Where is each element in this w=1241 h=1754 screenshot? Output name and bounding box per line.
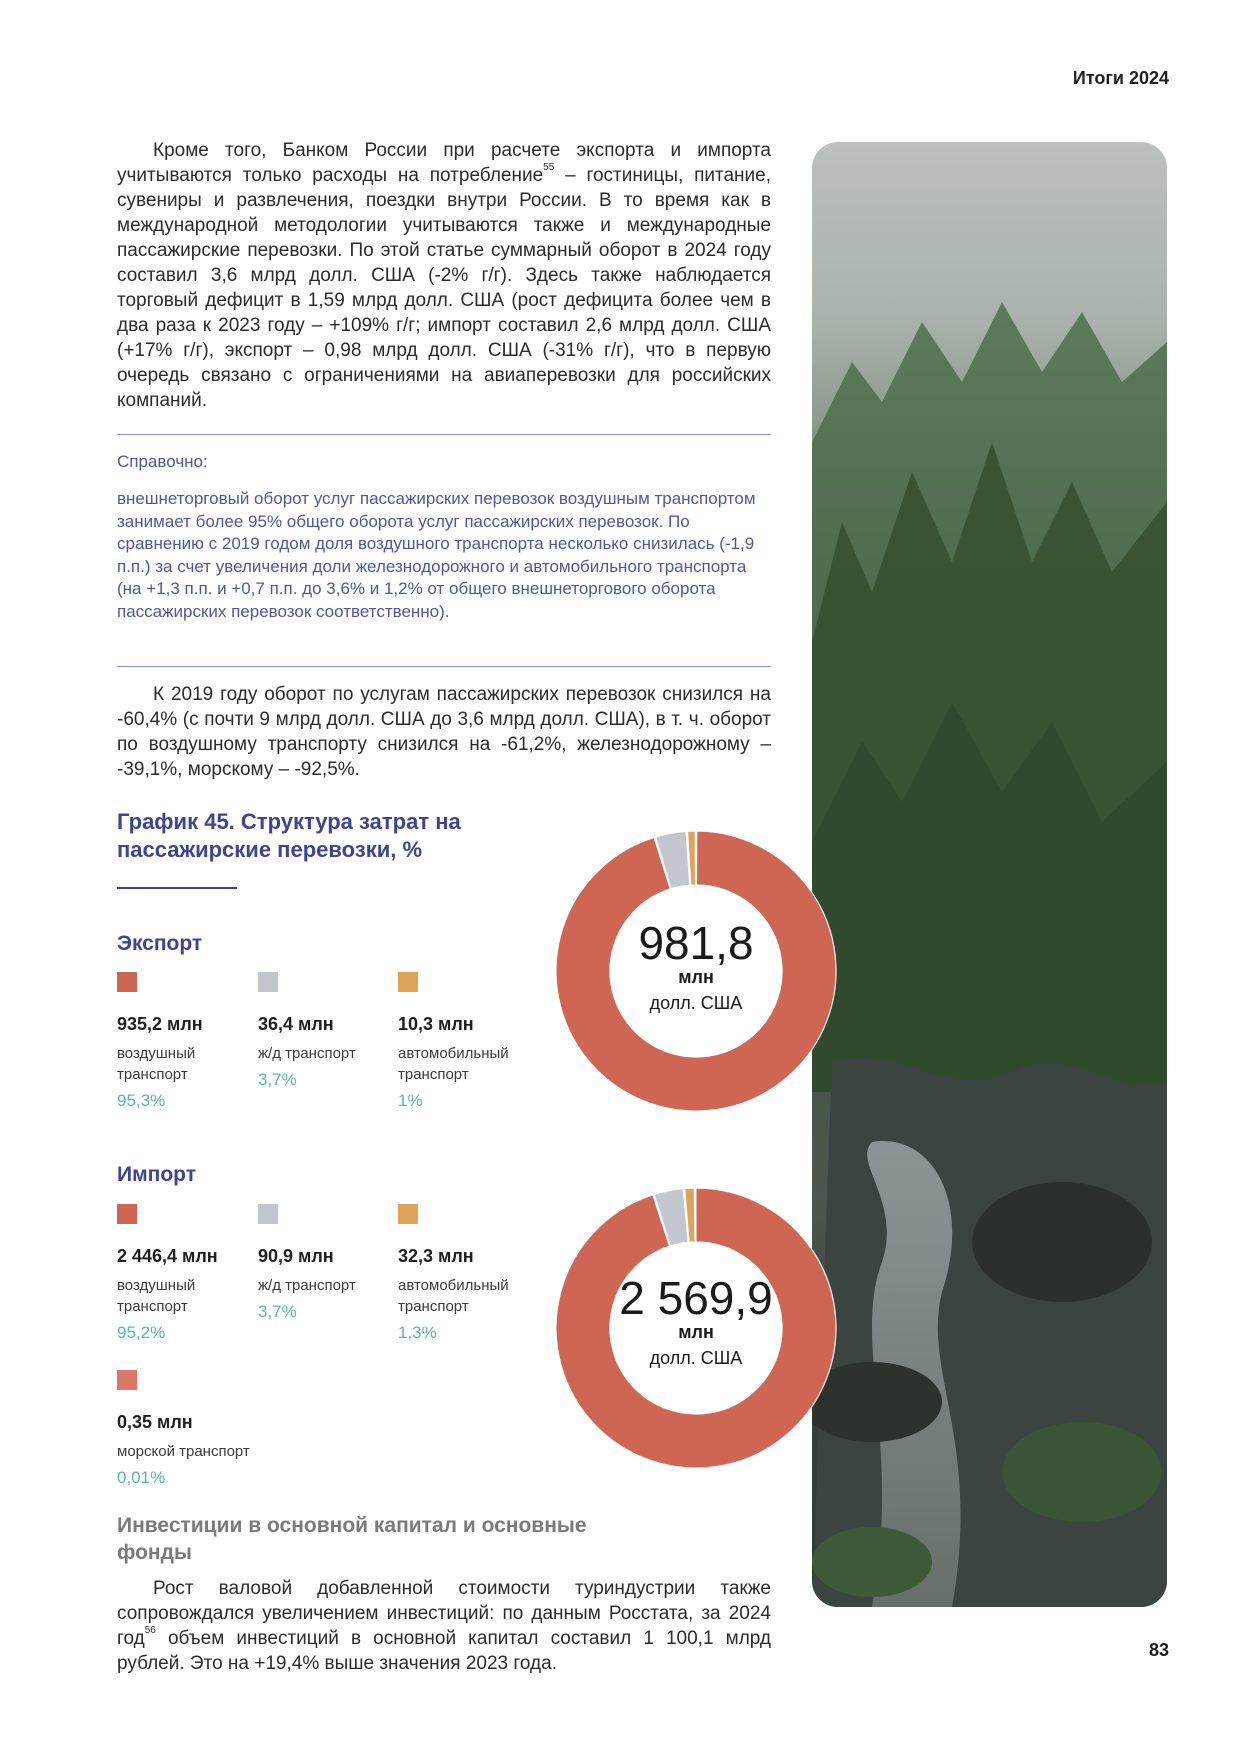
legend-value: 36,4 млн — [258, 1014, 334, 1034]
import-total-unit: млн — [678, 1322, 714, 1342]
legend-percent: 3,7% — [258, 1302, 297, 1321]
legend-value: 0,35 млн — [117, 1412, 193, 1432]
legend-swatch — [398, 972, 418, 992]
legend-value: 2 446,4 млн — [117, 1246, 218, 1266]
legend-value: 90,9 млн — [258, 1246, 334, 1266]
footnote-ref[interactable]: 56 — [144, 1625, 156, 1636]
paragraph-text: К 2019 году оборот по услугам пассажирских перевозок снизился на -60,4% (с почти 9 млрд долл. США до 3,6 млрд долл. США), в т. ч. оборот по воздушному транспорту снизился на -61,2%, железнодорожному – -39,1%, морскому – -92,5%. — [117, 684, 771, 780]
legend-label: автомобильный транспорт — [398, 1045, 509, 1083]
legend-value: 935,2 млн — [117, 1014, 203, 1034]
legend-item-export-rail — [258, 972, 408, 1090]
legend-label: ж/д транспорт — [258, 1277, 356, 1294]
section-heading-investments: Инвестиции в основной капитал и основные фонды — [117, 1514, 587, 1564]
paragraph-text: – гостиницы, питание, сувениры и развлечения, поездки внутри России. В то время как в международной методологии учитываются также и международные пассажирские перевозки. По этой статье суммарный оборот в 2024 году составил 3,6 млрд долл. США (-2% г/г). Здесь также наблюдается торговый дефицит в 1,59 млрд долл. США (рост дефицита более чем в два раза к 2023 году – +109% г/г; импорт составил 2,6 млрд долл. США (+17% г/г), экспорт – 0,98 млрд долл. США (-31% г/г), что в первую очередь связано с ограничениями на авиаперевозки для российских компаний. — [117, 165, 771, 411]
export-total-value: 981,8 — [638, 917, 754, 969]
legend-label: воздушный транспорт — [117, 1045, 196, 1083]
paragraph-2019 — [117, 682, 771, 782]
legend-item-export-air — [117, 972, 267, 1111]
reference-text: внешнеторговый оборот услуг пассажирских перевозок воздушным транспортом занимает более 95% общего оборота услуг пассажирских перевозок. По сравнению с 2019 годом доля воздушного транспорта несколько снизилась (-1,9 п.п.) за счет увеличения доли железнодорожного и автомобильного транспорта (на +1,3 п.п. и +0,7 п.п. до 3,6% и 1,2% от общего внешнеторгового оборота пассажирских перевозок соответственно). — [117, 489, 756, 621]
export-total-currency: долл. США — [649, 993, 743, 1013]
legend-percent: 1,3% — [398, 1323, 437, 1342]
legend-percent: 3,7% — [258, 1070, 297, 1089]
legend-percent: 0,01% — [117, 1468, 166, 1487]
paragraph-text: объем инвестиций в основной капитал составил 1 100,1 млрд рублей. Это на +19,4% выше значения 2023 года. — [117, 1628, 771, 1674]
paragraph-text: Рост валовой добавленной стоимости туриндустрии также сопровождался увеличением инвестиций: по данным Росстата, за 2024 год — [117, 1578, 771, 1649]
import-donut-chart — [554, 1186, 838, 1470]
export-donut-chart — [554, 829, 838, 1113]
export-donut-center — [554, 919, 838, 1014]
paragraph-text: Кроме того, Банком России при расчете экспорта и импорта учитываются только расходы на потребление — [117, 140, 771, 186]
paragraph-investments — [117, 1576, 771, 1676]
divider — [117, 434, 771, 435]
title-underline — [117, 887, 237, 889]
divider — [117, 666, 771, 667]
legend-swatch — [117, 972, 137, 992]
import-label: Импорт — [117, 1163, 196, 1186]
legend-swatch — [258, 1204, 278, 1224]
legend-label: автомобильный транспорт — [398, 1277, 509, 1315]
legend-swatch — [117, 1370, 137, 1390]
footnote-ref[interactable]: 55 — [543, 162, 555, 173]
page-number: 83 — [1148, 1640, 1169, 1660]
legend-label: воздушный транспорт — [117, 1277, 196, 1315]
legend-item-import-air — [117, 1204, 267, 1343]
import-total-currency: долл. США — [649, 1348, 743, 1368]
report-title: Итоги 2024 — [1072, 68, 1169, 88]
reference-title: Справочно: — [117, 452, 208, 471]
legend-swatch — [258, 972, 278, 992]
legend-item-export-auto — [398, 972, 548, 1111]
forest-river-photo — [812, 142, 1167, 1607]
legend-swatch — [117, 1204, 137, 1224]
export-label: Экспорт — [117, 932, 203, 955]
legend-label: ж/д транспорт — [258, 1045, 356, 1062]
legend-item-import-sea — [117, 1370, 367, 1488]
paragraph-consumption — [117, 138, 771, 413]
legend-value: 10,3 млн — [398, 1014, 474, 1034]
legend-swatch — [398, 1204, 418, 1224]
legend-percent: 1% — [398, 1091, 423, 1110]
import-total-value: 2 569,9 — [619, 1272, 773, 1324]
export-total-unit: млн — [678, 967, 714, 987]
chart-title: График 45. Структура затрат на пассажирские перевозки, % — [117, 809, 461, 862]
legend-item-import-auto — [398, 1204, 548, 1343]
forest-photo-icon — [812, 142, 1167, 1607]
legend-item-import-rail — [258, 1204, 408, 1322]
legend-percent: 95,2% — [117, 1323, 166, 1342]
legend-value: 32,3 млн — [398, 1246, 474, 1266]
legend-label: морской транспорт — [117, 1443, 250, 1460]
import-donut-center — [554, 1274, 838, 1369]
legend-percent: 95,3% — [117, 1091, 166, 1110]
